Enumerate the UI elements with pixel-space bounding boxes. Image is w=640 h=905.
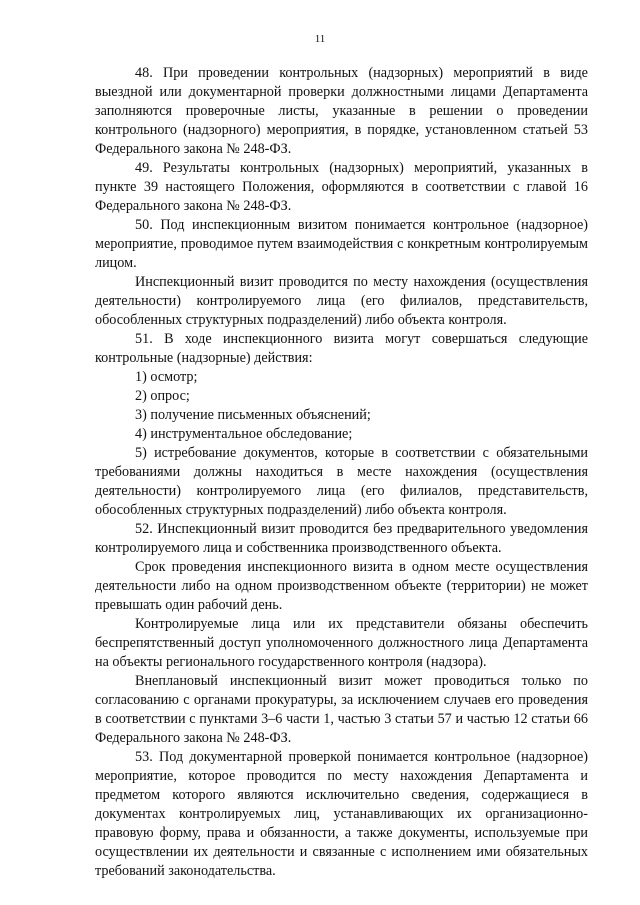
paragraph-52: 52. Инспекционный визит проводится без предварительного уведомления контролируемого лица и собственника производственного объекта. [95, 521, 588, 556]
paragraph-50: 50. Под инспекционным визитом понимается контрольное (надзорное) мероприятие, проводимое путем взаимодействия с конкретным контролируемым лицом. [95, 217, 588, 271]
paragraph-inspection-visit-location: Инспекционный визит проводится по месту нахождения (осуществления деятельности) контролируемого лица (его филиалов, представительств, обособленных структурных подразделений) либо объекта контроля. [95, 274, 588, 328]
paragraph-access-obligation: Контролируемые лица или их представители обязаны обеспечить беспрепятственный доступ уполномоченного должностного лица Департамента на объекты регионального государственного контроля (надзора). [95, 616, 588, 670]
paragraph-48: 48. При проведении контрольных (надзорных) мероприятий в виде выездной или документарной проверки должностными лицами Департамента заполняются проверочные листы, указанные в решении о проведении контрольного (надзорного) мероприятия, в порядке, установленном статьей 53 Федерального закона № 248-ФЗ. [95, 65, 588, 157]
list-item-document-request: 5) истребование документов, которые в соответствии с обязательными требованиями должны находиться в месте нахождения (осуществления деятельности) контролируемого лица (его филиалов, представительств, обособленных структурных подразделений) либо объекта контроля. [95, 445, 588, 518]
paragraph-unscheduled-visit: Внеплановый инспекционный визит может проводиться только по согласованию с органами прокуратуры, за исключением случаев его проведения в соответствии с пунктами 3–6 части 1, частью 3 статьи 57 и частью 12 статьи 66 Федерального закона № 248-ФЗ. [95, 673, 588, 746]
paragraph-53: 53. Под документарной проверкой понимается контрольное (надзорное) мероприятие, которое проводится по месту нахождения Департамента и предметом которого являются исключительно сведения, содержащиеся в документах контролируемых лиц, устанавливающих их организационно-правовую форму, права и обязанности, а также документы, используемые при осуществлении их деятельности и связанные с исполнением ими обязательных требований законодательства. [95, 749, 588, 879]
paragraph-visit-duration: Срок проведения инспекционного визита в одном месте осуществления деятельности либо на одном производственном объекте (территории) не может превышать один рабочий день. [95, 559, 588, 613]
document-body [95, 64, 588, 881]
paragraph-51: 51. В ходе инспекционного визита могут совершаться следующие контрольные (надзорные) действия: [95, 331, 588, 366]
paragraph-49: 49. Результаты контрольных (надзорных) мероприятий, указанных в пункте 39 настоящего Положения, оформляются в соответствии с главой 16 Федерального закона № 248-ФЗ. [95, 160, 588, 214]
page-number: 11 [314, 33, 326, 45]
list-item-inspection: 1) осмотр; [135, 369, 198, 385]
list-item-survey: 2) опрос; [135, 388, 190, 404]
list-item-instrumental-examination: 4) инструментальное обследование; [135, 426, 353, 442]
list-item-written-explanations: 3) получение письменных объяснений; [135, 407, 371, 423]
